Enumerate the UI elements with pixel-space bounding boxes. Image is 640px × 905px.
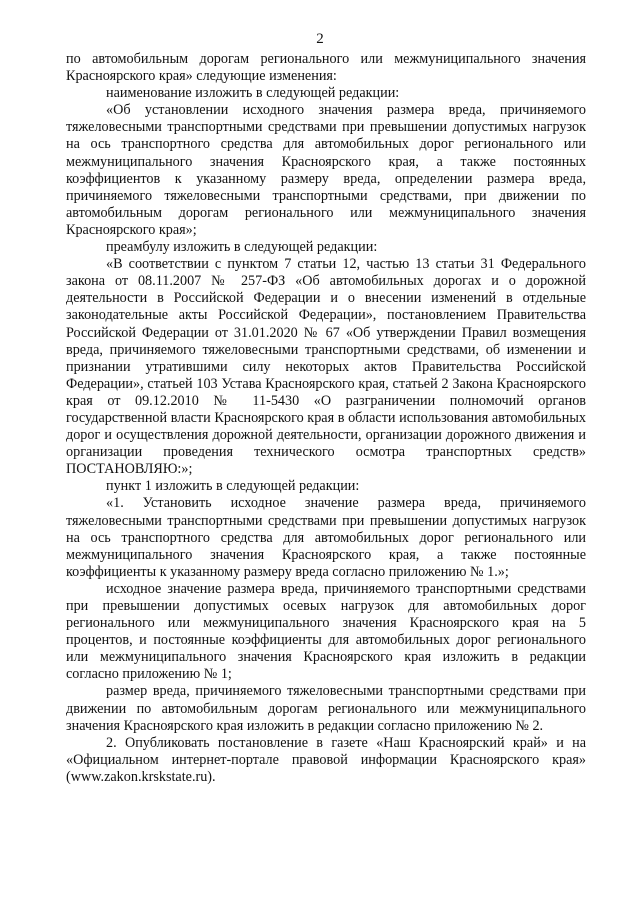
page-number: 2 bbox=[316, 31, 324, 47]
paragraph-new-preamble: «В соответствии с пунктом 7 статьи 12, частью 13 статьи 31 Федерального закона от 08.11.2007 № 257-ФЗ «Об автомобильных дорогах и о дорожной деятельности в Российской Федерации и о внесении изменений в отдельные законодательные акты Российской Федерации», постановлением Правительства Российской Федерации от 31.01.2020 № 67 «Об утверждении Правил возмещения вреда, причиняемого тяжеловесными транспортными средствами, об изменении и признании утратившими силу некоторых актов Правительства Российской Федерации», статьей 103 Устава Красноярского края, статьей 2 Закона Красноярского края от 09.12.2010 № 11-5430 «О разграничении полномочий органов государственной власти Красноярского края в области использования автомобильных дорог и осуществления дорожной деятельности, организации дорожного движения и организации проведения технического осмотра транспортных средств» ПОСТАНОВЛЯЮ:»; bbox=[66, 256, 586, 478]
paragraph-publication: 2. Опубликовать постановление в газете «Наш Красноярский край» и на «Официальном интернет-портале правовой информации Красноярского края» (www.zakon.krskstate.ru). bbox=[66, 734, 586, 785]
paragraph-title-instruction: наименование изложить в следующей редакции: bbox=[106, 85, 400, 102]
paragraph-annex1-change: исходное значение размера вреда, причиняемого транспортными средствами при превышении допустимых осевых нагрузок для автомобильных дорог регионального или межмуниципального значения Красноярского края на 5 процентов, и постоянные коэффициенты для автомобильных дорог регионального или межмуниципального значения Красноярского края изложить в редакции согласно приложению № 1; bbox=[66, 580, 586, 683]
paragraph-preamble-instruction: преамбулу изложить в следующей редакции: bbox=[106, 239, 378, 256]
document-body bbox=[66, 51, 586, 786]
paragraph-new-point1: «1. Установить исходное значение размера вреда, причиняемого тяжеловесными транспортными средствами при превышении допустимых нагрузок на ось транспортного средства для автомобильных дорог регионального или межмуниципального значения Красноярского края, а также постоянные коэффициенты к указанному размеру вреда согласно приложению № 1.»; bbox=[66, 495, 586, 580]
paragraph-point1-instruction: пункт 1 изложить в следующей редакции: bbox=[106, 478, 360, 495]
paragraph-new-title: «Об установлении исходного значения размера вреда, причиняемого тяжеловесными транспортными средствами при превышении допустимых нагрузок на ось транспортного средства для автомобильных дорог регионального или межмуниципального значения Красноярского края, а также постоянных коэффициентов к указанному размеру вреда, определении размера вреда, причиняемого тяжеловесными транспортными средствами, при движении по автомобильным дорогам регионального или межмуниципального значения Красноярского края»; bbox=[66, 102, 586, 238]
paragraph-annex2-change: размер вреда, причиняемого тяжеловесными транспортными средствами при движении по автомобильным дорогам регионального или межмуниципального значения Красноярского края изложить в редакции согласно приложению № 2. bbox=[66, 683, 586, 734]
paragraph-amendment-intro: по автомобильным дорогам регионального или межмуниципального значения Красноярского края» следующие изменения: bbox=[66, 51, 586, 85]
